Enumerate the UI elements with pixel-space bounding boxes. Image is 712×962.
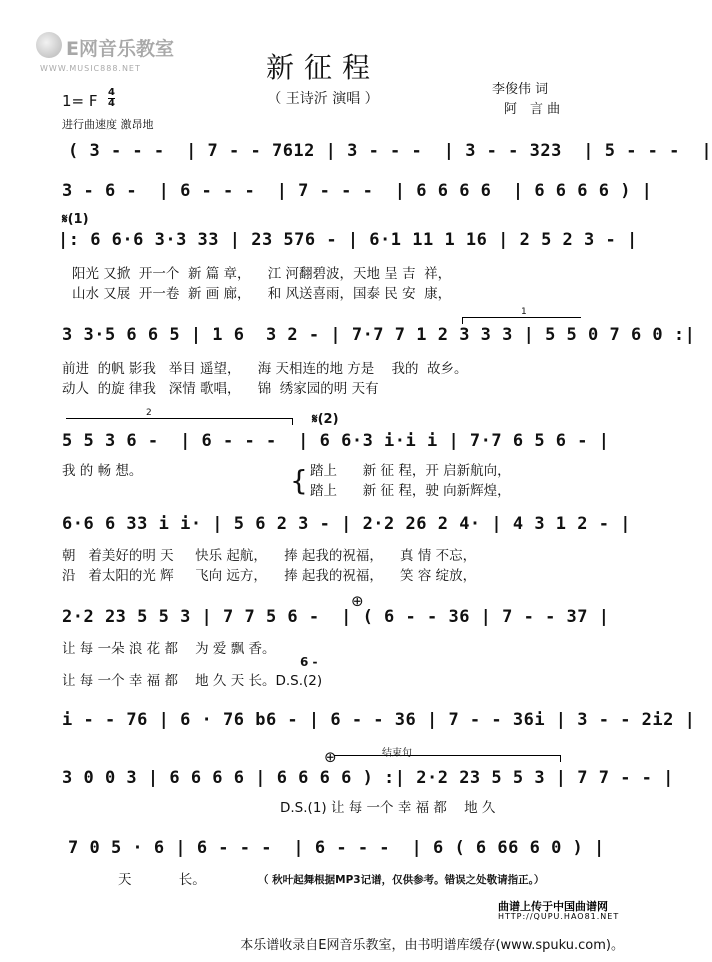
score-row-6	[0, 514, 646, 584]
score-row-7	[0, 607, 646, 689]
time-signature	[108, 88, 115, 109]
time-bottom: 4	[108, 98, 115, 109]
segno-2-icon: 𝄋(2)	[312, 412, 339, 427]
lyric-verse-1: 踏上 新 征 程，开 启新航向，	[310, 463, 511, 479]
score-row-2	[0, 181, 653, 205]
lyricist: 李俊伟 词	[492, 82, 549, 97]
score-line: |: 6 6·6 3·3 33 | 23 576 - | 6·1 11 1 16 | 2 5 2 3 - |	[58, 230, 638, 250]
singer: （ 王诗沂 演唱 ）	[267, 91, 379, 107]
volta-1-label: 1	[521, 307, 527, 317]
lyric-verse-1: 前进 的帆 影我 举目 遥望， 海 天相连的地 方是 我的 故乡。	[62, 361, 468, 377]
score-line: 6·6 6 33 i i· | 5 6 2 3 - | 2·2 26 2 4· | 4 3 1 2 - |	[62, 514, 631, 534]
source-footer: 本乐谱收录自E网音乐教室，由书明谱库缓存(www.spuku.com)。	[240, 938, 624, 953]
volta-1	[462, 307, 581, 324]
lyric-ds1: D.S.(1) 让 每 一个 幸 福 都 地 久	[280, 800, 496, 816]
score-row-9	[0, 768, 674, 816]
volta-2-label: 2	[146, 408, 152, 418]
segno-1-icon: 𝄋(1)	[62, 212, 89, 227]
coda-icon: ⊕	[324, 748, 337, 766]
key-signature: 1= F	[62, 92, 98, 110]
lyric-verse-2: 动人 的旋 律我 深情 歌唱， 锦 绣家园的明 天有	[62, 381, 379, 397]
lyric-final: 天 长。	[118, 872, 206, 888]
lyric-verse-2: 山水 又展 开一卷 新 画 廊， 和 风送喜雨，国泰 民 安 康，	[72, 286, 452, 302]
upload-note: 曲谱上传于中国曲谱网	[498, 900, 608, 913]
coda-icon: ⊕	[351, 592, 364, 610]
logo-url: WWW.MUSIC888.NET	[40, 64, 141, 73]
score-line: i - - 76 | 6 · 76 b6 - | 6 - - 36 | 7 - - 36i | 3 - - 2i2 |	[62, 710, 696, 730]
score-line: 5 5 3 6 - | 6 - - - | 6 6·3 i·i i | 7·7 6 5 6 - |	[62, 431, 610, 451]
lyric-verse-1: 阳光 又掀 开一个 新 篇 章， 江 河翻碧波，天地 呈 吉 祥，	[72, 266, 452, 282]
end-sentence-label: 结束句	[382, 748, 412, 759]
score-line: 3 - 6 - | 6 - - - | 7 - - - | 6 6 6 6 | 6 6 6 6 ) |	[62, 181, 653, 201]
upload-url[interactable]: HTTP://QUPU.HAO81.NET	[498, 912, 620, 921]
lyric-verse-1: 朝 着美好的明 天 快乐 起航， 捧 起我的祝福， 真 情 不忘，	[62, 548, 477, 564]
transcriber-note: （ 秋叶起舞根据MP3记谱，仅供参考。错误之处敬请指正。）	[258, 874, 545, 886]
lyric-verse-2: 让 每 一个 幸 福 都 地 久 天 长。D.S.(2)	[62, 673, 323, 689]
end-sentence-bracket	[334, 748, 561, 762]
score-row-3	[0, 230, 646, 302]
score-line: 7 0 5 · 6 | 6 - - - | 6 - - - | 6 ( 6 66 6 0 ) |	[68, 838, 605, 858]
song-title: 新征程	[265, 51, 380, 84]
score-row-1	[0, 141, 712, 165]
tempo-marking: 进行曲速度 激昂地	[62, 118, 154, 131]
score-line: ( 3 - - - | 7 - - 7612 | 3 - - - | 3 - - 323 | 5 - - - |	[68, 141, 712, 161]
lyric-verse-2: 踏上 新 征 程，驶 向新辉煌，	[310, 483, 511, 499]
score-line: 3 3·5 6 6 5 | 1 6 3 2 - | 7·7 7 1 2 3 3 3 | 5 5 0 7 6 0 :|	[62, 325, 696, 345]
score-line: 3 0 0 3 | 6 6 6 6 | 6 6 6 6 ) :| 2·2 23 5 5 3 | 7 7 - - |	[62, 768, 674, 788]
ds2-note: 6 -	[300, 655, 318, 669]
score-row-8	[0, 710, 696, 734]
brace-icon: {	[290, 464, 308, 497]
time-top: 4	[108, 87, 115, 98]
lyric-ending: 我 的 畅 想。	[62, 463, 143, 479]
score-row-4	[0, 325, 696, 397]
score-row-5	[0, 431, 646, 499]
lyric-verse-1: 让 每 一朵 浪 花 都 为 爱 飘 香。	[62, 641, 276, 657]
logo-brand: E网音乐教室	[66, 38, 174, 60]
volta-2	[66, 408, 293, 425]
composer: 阿 言 曲	[504, 102, 561, 117]
score-row-10	[0, 838, 646, 888]
score-line: 2·2 23 5 5 3 | 7 7 5 6 - | ( 6 - - 36 | 7 - - 37 |	[62, 607, 610, 627]
lyric-verse-2: 沿 着太阳的光 辉 飞向 远方， 捧 起我的祝福， 笑 容 绽放，	[62, 568, 477, 584]
